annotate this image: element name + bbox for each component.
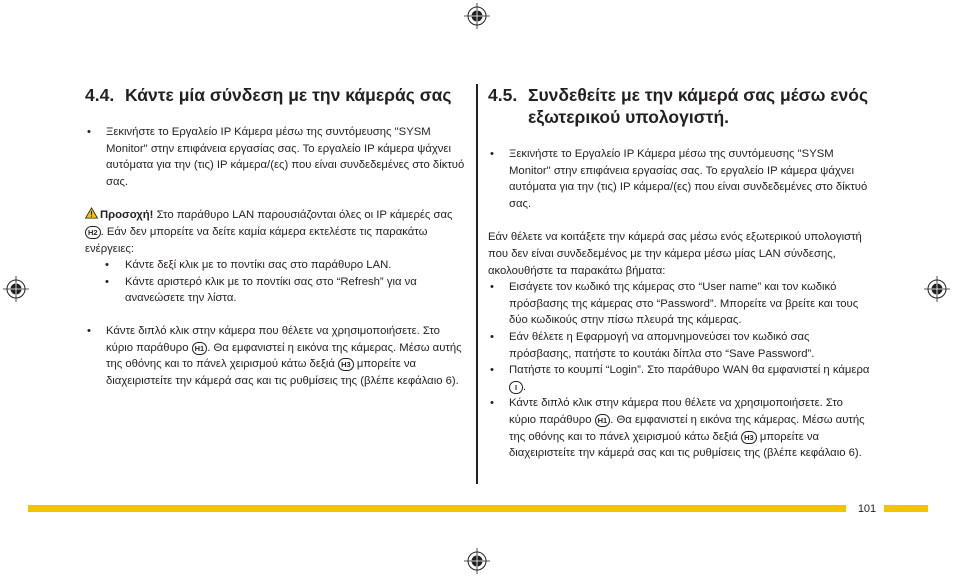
list-item: • Εάν θέλετε η Εφαρμογή να απομνημονεύσει τον κωδικό σας πρόσβασης, πατήστε το κουτάκι δίπλα στο “Save Password”. (488, 329, 873, 362)
warning-note (85, 207, 470, 307)
list-item-text: Κάντε διπλό κλικ στην κάμερα που θέλετε να χρησιμοποιήσετε. Στο κύριο παράθυρο (509, 397, 843, 426)
footer-accent-bar-left (28, 505, 846, 512)
warning-text-continued: . Εάν δεν μπορείτε να δείτε καμία κάμερα εκτελέστε τις παρακάτω ενέργειες: (85, 225, 428, 255)
section-right (488, 84, 873, 462)
badge-h1: H1 (192, 342, 208, 355)
section-right-heading (488, 84, 873, 128)
warning-text: Στο παράθυρο LAN παρουσιάζονται όλες οι IP κάμερές σας (153, 209, 453, 222)
list-item-text: μπορείτε να διαχειριστείτε την κάμερά σας και τις ρυθμίσεις της (βλέπε κεφάλαιο 6). (106, 358, 459, 387)
warning-icon (85, 207, 98, 219)
section-left-list (85, 124, 470, 190)
badge-i: I (509, 381, 523, 394)
registration-mark-left-icon (3, 276, 29, 302)
column-divider (476, 84, 478, 484)
warning-label: Προσοχή! (100, 209, 154, 222)
list-item: • Κάντε δεξί κλικ με το ποντίκι σας στο παράθυρο LAN. (85, 257, 470, 274)
section-left-number: 4.4. (85, 85, 115, 105)
badge-h2: H2 (85, 226, 101, 239)
footer-accent-bar-right (884, 505, 928, 512)
list-item-text: . (523, 380, 527, 393)
section-right-number: 4.5. (488, 85, 518, 105)
list-item-text: Κάντε διπλό κλικ στην κάμερα που θέλετε να χρησιμοποιήσετε. Στο κύριο παράθυρο (106, 324, 440, 354)
list-item: • Ξεκινήστε το Εργαλείο IP Κάμερα μέσω της συντόμευσης "SYSM Monitor" στην επιφάνεια εργασίας σας. Το εργαλείο IP κάμερα ψάχνει αυτόματα για την (τις) IP κάμερα/(ες) που είναι συνδεδεμένες στο δίκτυό σας. (488, 146, 873, 212)
section-right-paragraph: Εάν θέλετε να κοιτάξετε την κάμερά σας μέσω ενός εξωτερικού υπολογιστή που δεν είναι συνδεδεμένος με την κάμερα μέσω μίας LAN σύνδεσης, ακολουθήστε τα παρακάτω βήματα: (488, 231, 862, 277)
section-left-title: Κάντε μία σύνδεση με την κάμεράς σας (125, 85, 452, 105)
section-right-list (488, 146, 873, 212)
registration-mark-top-icon (464, 3, 490, 29)
list-item-text: . Θα εμφανιστεί η εικόνα της κάμερας. Μέσω αυτής της οθόνης και το πάνελ χειρισμού κάτω δεξιά (106, 341, 462, 371)
section-left-list-2 (85, 323, 470, 389)
list-item (85, 323, 470, 389)
list-item: • Κάντε αριστερό κλικ με το ποντίκι σας στο “Refresh” για να ανανεώσετε την λίστα. (85, 274, 470, 307)
list-item-text: μπορείτε να διαχειριστείτε την κάμερά σας και τις ρυθμίσεις της (βλέπε κεφάλαιο 6). (509, 430, 862, 460)
section-right-title: Συνδεθείτε με την κάμερά σας μέσω ενός εξωτερικού υπολογιστή. (528, 85, 869, 127)
list-item-text: . Θα εμφανιστεί η εικόνα της κάμερας. Μέσω αυτής της οθόνης και το πάνελ χειρισμού κάτω δεξιά (509, 413, 865, 443)
section-left-heading (85, 84, 470, 106)
list-item-text: Πατήστε το κουμπί “Login”. Στο παράθυρο WAN θα εμφανιστεί η κάμερα (509, 364, 870, 377)
badge-h3: H3 (338, 358, 354, 371)
section-right-steps (488, 279, 873, 462)
registration-mark-bottom-icon (464, 548, 490, 574)
list-item: • Ξεκινήστε το Εργαλείο IP Κάμερα μέσω της συντόμευσης "SYSM Monitor" στην επιφάνεια εργασίας σας. Το εργαλείο IP κάμερα ψάχνει αυτόματα για την (τις) IP κάμερα/(ες) που είναι συνδεδεμένες στο δίκτυό σας. (85, 124, 470, 190)
warning-sub-list (85, 257, 470, 307)
section-left (85, 84, 470, 389)
badge-h1: H1 (595, 414, 611, 427)
list-item (488, 362, 873, 395)
registration-mark-right-icon (924, 276, 950, 302)
page-number: 101 (857, 503, 877, 515)
list-item: • Εισάγετε τον κωδικό της κάμερας στο “User name” και τον κωδικό πρόσβασης της κάμερας στο “Password”. Μπορείτε να βρείτε και τους δύο κωδικούς στην πίσω πλευρά της κάμερας. (488, 279, 873, 329)
badge-h3: H3 (741, 431, 757, 444)
list-item (488, 395, 873, 461)
